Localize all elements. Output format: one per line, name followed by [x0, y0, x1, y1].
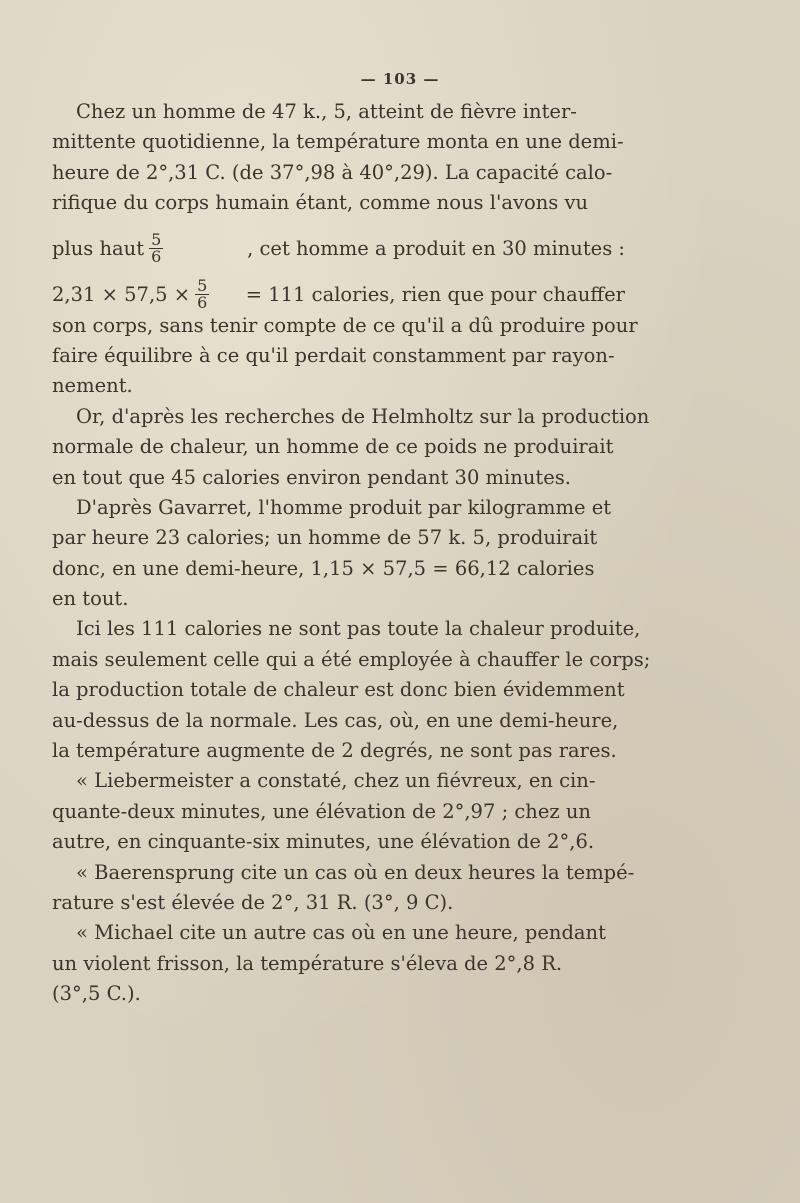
text-line [52, 918, 625, 948]
text-line [52, 402, 650, 432]
line-text: « Liebermeister a constaté, chez un fiévreux, en cin- [76, 769, 596, 793]
fraction-numerator: 5 [151, 229, 162, 249]
line-text: par heure 23 calories; un homme de 57 k. 5, produirait [52, 526, 598, 550]
fraction-denominator: 6 [197, 292, 208, 312]
line-segment [52, 229, 166, 266]
line-text: rature s'est élevée de 2°, 31 R. (3°, 9 C). [52, 890, 454, 914]
text-line [52, 888, 625, 918]
line-text: = 111 calories, rien que pour chauffer [245, 283, 625, 307]
text-line [52, 766, 625, 796]
line-text: en tout que 45 calories environ pendant 30 minutes. [52, 465, 571, 489]
page-number: — 103 — [360, 70, 440, 88]
text-line [52, 979, 625, 1009]
fraction [149, 229, 163, 266]
line-text: quante-deux minutes, une élévation de 2°,97 ; chez un [52, 799, 591, 823]
text-line [52, 827, 625, 857]
line-text: son corps, sans tenir compte de ce qu'il a dû produire pour [52, 313, 638, 337]
line-text: Ici les 111 calories ne sont pas toute la chaleur produite, [76, 617, 641, 641]
text-line [52, 97, 625, 127]
text-line [52, 127, 625, 157]
line-text: faire équilibre à ce qu'il perdait constamment par rayon- [52, 343, 615, 367]
line-text: « Baerensprung cite un cas où en deux heures la tempé- [76, 860, 635, 884]
text-line-with-fraction [52, 265, 625, 311]
line-text: en tout. [52, 587, 129, 611]
line-text: mais seulement celle qui a été employée à chauffer le corps; [52, 647, 651, 671]
text-line [52, 493, 625, 523]
text-line [52, 554, 625, 584]
text-line-with-fraction [52, 219, 625, 265]
line-text: , cet homme a produit en 30 minutes : [247, 237, 625, 261]
line-text: normale de chaleur, un homme de ce poids ne produirait [52, 435, 614, 459]
text-line [52, 949, 625, 979]
text-line [52, 188, 625, 218]
text-line [52, 797, 625, 827]
text-line [52, 463, 625, 493]
text-line [52, 341, 625, 371]
text-line [52, 523, 625, 553]
line-text: mittente quotidienne, la température monta en une demi- [52, 130, 624, 154]
text-line [52, 584, 625, 614]
text-line [52, 311, 638, 341]
text-line [52, 736, 625, 766]
line-text: heure de 2°,31 C. (de 37°,98 à 40°,29). La capacité calo- [52, 160, 613, 184]
body-text [52, 97, 651, 1010]
line-text: au-dessus de la normale. Les cas, où, en une demi-heure, [52, 708, 619, 732]
line-text: rifique du corps humain étant, comme nous l'avons vu [52, 191, 589, 215]
text-line [52, 675, 625, 705]
line-text: autre, en cinquante-six minutes, une élévation de 2°,6. [52, 830, 595, 854]
line-text: Chez un homme de 47 k., 5, atteint de fièvre inter- [76, 100, 577, 123]
text-line [52, 645, 651, 675]
line-text: D'après Gavarret, l'homme produit par kilogramme et [76, 495, 612, 519]
text-line [52, 371, 625, 401]
fraction [195, 275, 209, 312]
line-text: plus haut [52, 237, 145, 261]
line-text: 2,31 × 57,5 × [52, 283, 191, 307]
fraction-numerator: 5 [197, 275, 208, 295]
line-text: Or, d'après les recherches de Helmholtz sur la production [76, 404, 650, 428]
text-line [52, 706, 625, 736]
line-text: un violent frisson, la température s'éleva de 2°,8 R. [52, 951, 563, 975]
line-text: la température augmente de 2 degrés, ne sont pas rares. [52, 739, 617, 763]
line-text: donc, en une demi-heure, 1,15 × 57,5 = 66,12 calories [52, 556, 595, 580]
line-text: la production totale de chaleur est donc bien évidemment [52, 678, 625, 702]
text-line [52, 858, 635, 888]
line-text: « Michael cite un autre cas où en une heure, pendant [76, 921, 606, 945]
line-text: nement. [52, 374, 133, 398]
line-segment [52, 275, 212, 312]
text-line [52, 432, 625, 462]
text-line [52, 614, 641, 644]
fraction-denominator: 6 [151, 246, 162, 266]
text-line [52, 158, 625, 188]
line-text: (3°,5 C.). [52, 982, 141, 1006]
